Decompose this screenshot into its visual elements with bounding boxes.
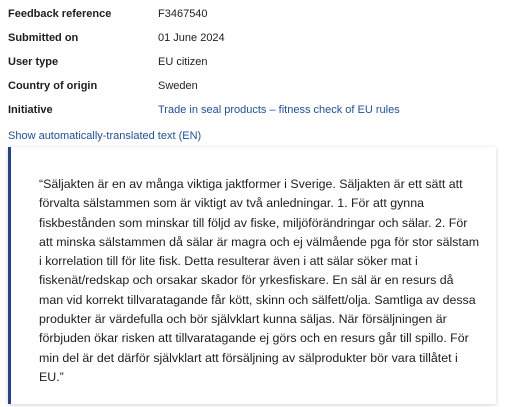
- user-type-row: [8, 50, 498, 74]
- feedback-text: “Säljakten är en av många viktiga jaktformer i Sverige. Säljakten är ett sätt att förvalta sälstammen som är viktigt av två anledningar. 1. För att gynna fiskbestånden som minskar till följd av fiske, miljöförändringar och sälar. 2. För att minska sälstammen då sälar är magra och ej välmående pga för stor sälstam i korrelation till för lite fisk. Detta resulterar även i att sälar söker mat i fiskenät/redskap och orsakar skador för yrkesfiskare. En säl är en resurs då man vid korrekt tillvaratagande får kött, skinn och sälfett/olja. Samtliga av dessa produkter är värdefulla och bör självklart kunna säljas. När försäljningen är förbjuden ökar risken att tillvaratagande ej görs och en resurs går till spillo. För min del är det därför självklart att försäljning av sälprodukter bör vara tillåtet i EU.”: [39, 177, 480, 384]
- feedback-reference-row: [8, 2, 498, 26]
- submitted-on-row: [8, 26, 498, 50]
- initiative-link[interactable]: Trade in seal products – fitness check of EU rules: [158, 104, 400, 116]
- feedback-details-table: [8, 0, 498, 122]
- show-translated-text-link[interactable]: Show automatically-translated text (EN): [8, 130, 202, 142]
- user-type-value: EU citizen: [158, 56, 208, 68]
- feedback-quote-box: [8, 147, 496, 404]
- country-of-origin-row: [8, 74, 498, 98]
- country-of-origin-label: Country of origin: [8, 80, 98, 92]
- user-type-label: User type: [8, 56, 59, 68]
- submitted-on-value: 01 June 2024: [158, 32, 225, 44]
- initiative-label: Initiative: [8, 104, 53, 116]
- country-of-origin-value: Sweden: [158, 80, 198, 92]
- submitted-on-label: Submitted on: [8, 32, 79, 44]
- feedback-reference-label: Feedback reference: [8, 8, 112, 20]
- initiative-row: [8, 98, 498, 122]
- feedback-reference-value: F3467540: [158, 8, 208, 20]
